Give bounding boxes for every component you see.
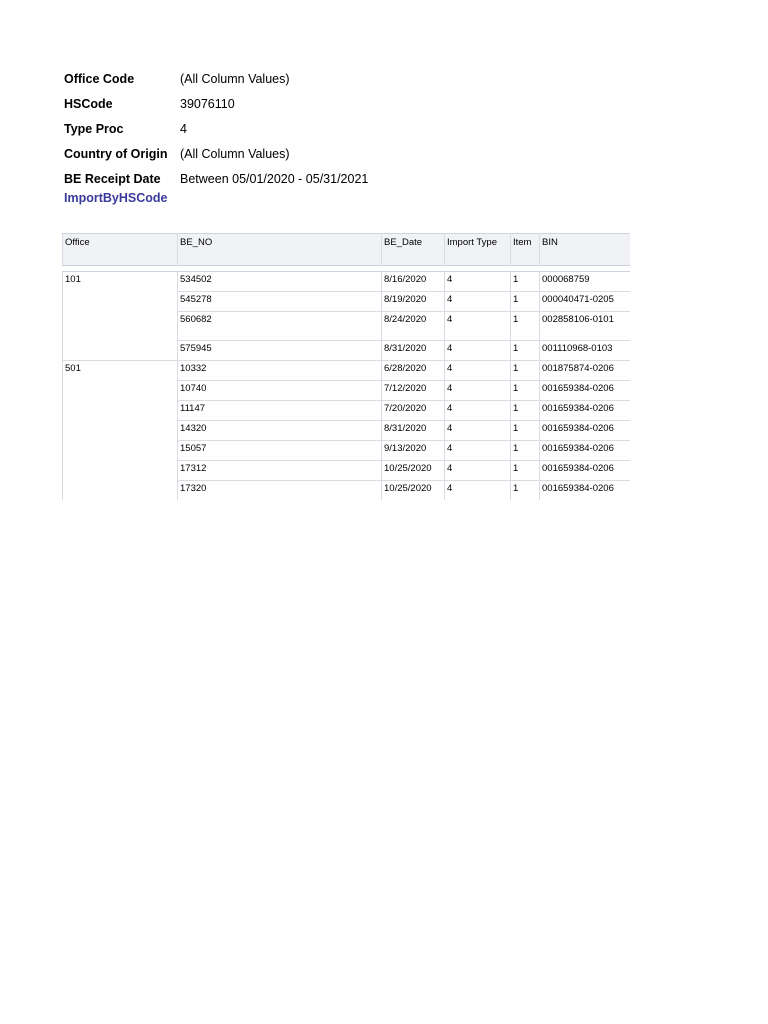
filter-label: Type Proc bbox=[64, 121, 124, 136]
filter-label: HSCode bbox=[64, 96, 113, 111]
be-no-cell: 11147 bbox=[178, 401, 382, 421]
be-date-cell: 8/24/2020 bbox=[382, 312, 445, 341]
be-date-cell: 8/31/2020 bbox=[382, 341, 445, 361]
filter-hscode bbox=[64, 91, 368, 116]
import-type-cell: 4 bbox=[445, 292, 511, 312]
item-cell: 1 bbox=[511, 461, 540, 481]
import-type-cell: 4 bbox=[445, 461, 511, 481]
be-date-cell: 6/28/2020 bbox=[382, 361, 445, 381]
filter-value: 4 bbox=[180, 121, 187, 136]
bin-cell: 001659384-0206 bbox=[542, 483, 614, 494]
be-no-cell: 14320 bbox=[178, 421, 382, 441]
filter-value: (All Column Values) bbox=[180, 71, 290, 86]
item-cell: 1 bbox=[511, 421, 540, 441]
item-cell: 1 bbox=[511, 292, 540, 312]
item-cell: 1 bbox=[511, 312, 540, 341]
import-type-cell: 4 bbox=[445, 381, 511, 401]
import-type-cell: 4 bbox=[445, 361, 511, 381]
bin-cell: 001659384-0206 bbox=[540, 381, 630, 401]
be-date-cell: 10/25/2020 bbox=[382, 461, 445, 481]
import-type-cell: 4 bbox=[445, 341, 511, 361]
filter-summary bbox=[64, 66, 368, 191]
import-type-cell: 4 bbox=[445, 401, 511, 421]
import-type-cell: 4 bbox=[445, 312, 511, 341]
bin-cell: 000068759 bbox=[540, 272, 630, 292]
bin-cell: 001875874-0206 bbox=[540, 361, 630, 381]
bin-cell: 001659384-0206 bbox=[540, 401, 630, 421]
table-row bbox=[63, 361, 630, 381]
bin-cell: 001659384-0206 bbox=[540, 461, 630, 481]
bin-cell: 001659384-0206 bbox=[540, 421, 630, 441]
be-no-cell: 17320 bbox=[178, 481, 382, 501]
column-header-bin[interactable]: BIN bbox=[540, 234, 630, 266]
be-no-cell: 534502 bbox=[178, 272, 382, 292]
be-date-cell: 9/13/2020 bbox=[382, 441, 445, 461]
import-table bbox=[62, 233, 630, 500]
filter-label: Country of Origin bbox=[64, 146, 168, 161]
bin-cell: 001110968-0103 bbox=[540, 341, 630, 361]
item-cell: 1 bbox=[511, 441, 540, 461]
import-type-cell: 4 bbox=[445, 421, 511, 441]
be-no-cell: 560682 bbox=[178, 312, 382, 341]
bin-cell: 001659384-0206 bbox=[540, 441, 630, 461]
be-date-cell: 10/25/2020 bbox=[382, 481, 445, 501]
item-cell: 1 bbox=[511, 341, 540, 361]
item-cell: 1 bbox=[511, 381, 540, 401]
column-header-be-no[interactable]: BE_NO bbox=[178, 234, 382, 266]
filter-type-proc bbox=[64, 116, 368, 141]
bin-cell: 002858106-0101 bbox=[540, 312, 630, 341]
item-cell: 1 bbox=[511, 401, 540, 421]
filter-value: 39076110 bbox=[180, 96, 235, 111]
be-date-cell: 8/19/2020 bbox=[382, 292, 445, 312]
be-no-cell: 10740 bbox=[178, 381, 382, 401]
filter-country-of-origin bbox=[64, 141, 368, 166]
be-no-cell: 545278 bbox=[178, 292, 382, 312]
table-row bbox=[63, 272, 630, 292]
column-header-be-date[interactable]: BE_Date bbox=[382, 234, 445, 266]
filter-label: Office Code bbox=[64, 71, 135, 86]
filter-office-code bbox=[64, 66, 368, 91]
filter-label: BE Receipt Date bbox=[64, 171, 161, 186]
be-date-cell: 8/31/2020 bbox=[382, 421, 445, 441]
table-header-row bbox=[63, 234, 630, 266]
office-cell: 101 bbox=[63, 272, 178, 361]
be-date-cell: 7/20/2020 bbox=[382, 401, 445, 421]
bin-cell: 000040471-0205 bbox=[540, 292, 630, 312]
be-no-cell: 10332 bbox=[178, 361, 382, 381]
column-header-office[interactable]: Office bbox=[63, 234, 178, 266]
report-title-link[interactable]: ImportByHSCode bbox=[64, 191, 168, 205]
be-no-cell: 15057 bbox=[178, 441, 382, 461]
be-no-cell: 17312 bbox=[178, 461, 382, 481]
item-cell: 1 bbox=[511, 361, 540, 381]
be-no-cell: 575945 bbox=[178, 341, 382, 361]
be-date-cell: 8/16/2020 bbox=[382, 272, 445, 292]
column-header-item[interactable]: Item bbox=[511, 234, 540, 266]
item-cell: 1 bbox=[511, 272, 540, 292]
import-type-cell: 4 bbox=[445, 272, 511, 292]
filter-value: (All Column Values) bbox=[180, 146, 290, 161]
office-cell: 501 bbox=[63, 361, 178, 501]
import-type-cell: 4 bbox=[445, 481, 511, 501]
item-cell: 1 bbox=[511, 481, 540, 501]
column-header-import-type[interactable]: Import Type bbox=[445, 234, 511, 266]
filter-be-receipt-date bbox=[64, 166, 368, 191]
be-date-cell: 7/12/2020 bbox=[382, 381, 445, 401]
filter-value: Between 05/01/2020 - 05/31/2021 bbox=[180, 171, 369, 186]
import-type-cell: 4 bbox=[445, 441, 511, 461]
